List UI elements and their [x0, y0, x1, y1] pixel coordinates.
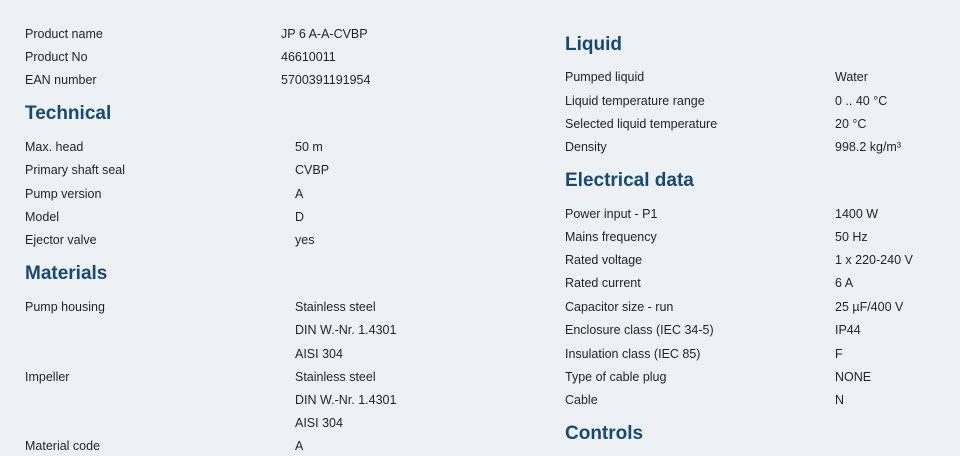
spec-label: Cable — [565, 393, 598, 407]
spec-value: JP 6 A-A-CVBP — [281, 27, 368, 41]
spec-value: CVBP — [295, 163, 330, 177]
spec-label: Pump housing — [25, 300, 105, 314]
spec-label: Liquid temperature range — [565, 94, 705, 108]
spec-label: Density — [565, 140, 607, 154]
spec-value: yes — [295, 233, 315, 247]
spec-value: 1400 W — [835, 207, 879, 221]
spec-label: Ejector valve — [25, 233, 97, 247]
spec-label: Selected liquid temperature — [565, 117, 718, 131]
spec-value: AISI 304 — [295, 416, 343, 430]
spec-label: Capacitor size - run — [565, 300, 674, 314]
spec-value: Stainless steel — [295, 300, 376, 314]
section-title-liquid: Liquid — [565, 34, 622, 55]
section-title-materials: Materials — [25, 263, 108, 284]
spec-value: NONE — [835, 370, 872, 384]
spec-label: Pump version — [25, 187, 102, 201]
spec-label: Power input - P1 — [565, 207, 658, 221]
spec-value: 20 °C — [835, 117, 867, 131]
spec-label: EAN number — [25, 73, 97, 87]
spec-label: Impeller — [25, 370, 70, 384]
spec-value: 46610011 — [281, 50, 336, 64]
spec-label: Pumped liquid — [565, 70, 645, 84]
spec-label: Rated voltage — [565, 253, 643, 267]
spec-value: AISI 304 — [295, 347, 343, 361]
spec-value: IP44 — [835, 323, 861, 337]
section-title-technical: Technical — [25, 103, 112, 124]
spec-label: Rated current — [565, 276, 641, 290]
spec-value: Water — [835, 70, 868, 84]
spec-value: 5700391191954 — [281, 73, 371, 87]
spec-label: Enclosure class (IEC 34-5) — [565, 323, 714, 337]
spec-label: Type of cable plug — [565, 370, 667, 384]
spec-value: DIN W.-Nr. 1.4301 — [295, 323, 397, 337]
spec-value: 6 A — [835, 276, 854, 290]
spec-label: Insulation class (IEC 85) — [565, 347, 701, 361]
spec-value: A — [295, 439, 304, 453]
spec-label: Max. head — [25, 140, 84, 154]
spec-label: Product No — [25, 50, 88, 64]
section-title-electrical: Electrical data — [565, 170, 694, 191]
spec-value: A — [295, 187, 304, 201]
spec-value: DIN W.-Nr. 1.4301 — [295, 393, 397, 407]
spec-value: 50 m — [295, 140, 323, 154]
spec-value: 0 .. 40 °C — [835, 94, 888, 108]
spec-value: F — [835, 347, 843, 361]
spec-value: 1 x 220-240 V — [835, 253, 913, 267]
spec-label: Product name — [25, 27, 103, 41]
spec-value: D — [295, 210, 305, 224]
spec-value: 50 Hz — [835, 230, 868, 244]
spec-value: 25 µF/400 V — [835, 300, 904, 314]
spec-label: Mains frequency — [565, 230, 657, 244]
spec-value: Stainless steel — [295, 370, 376, 384]
spec-value: N — [835, 393, 845, 407]
spec-value: 998.2 kg/m³ — [835, 140, 902, 154]
section-title-controls: Controls — [565, 423, 644, 444]
spec-label: Material code — [25, 439, 101, 453]
spec-label: Model — [25, 210, 60, 224]
spec-label: Primary shaft seal — [25, 163, 126, 177]
